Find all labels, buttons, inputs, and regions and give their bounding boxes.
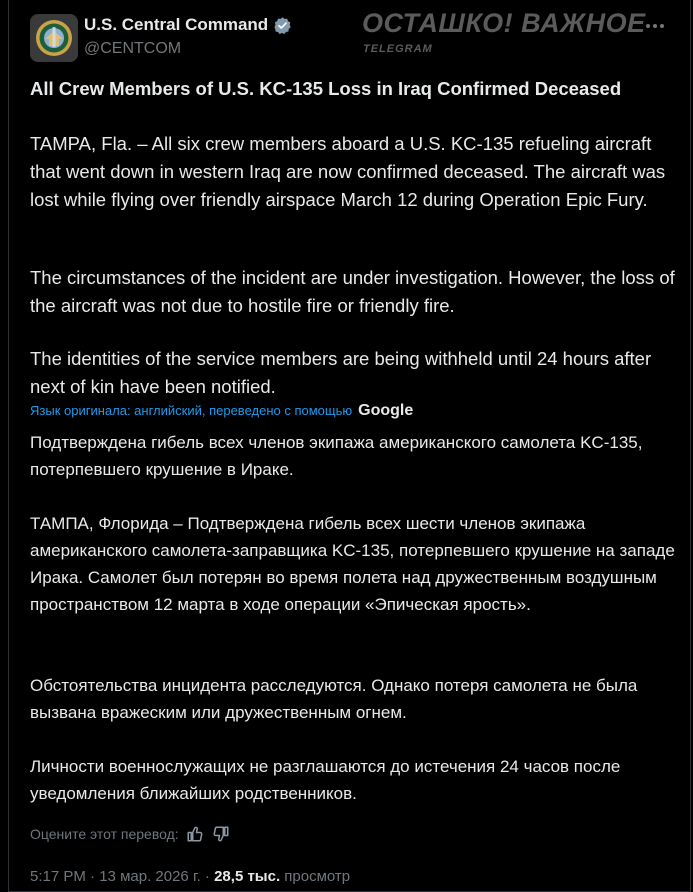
google-logo: Google [358, 402, 414, 419]
watermark-subtitle: TELEGRAM [363, 43, 433, 55]
post-time[interactable]: 5:17 PM [30, 868, 86, 885]
view-label: просмотр [284, 868, 351, 885]
thumbs-up-icon [186, 825, 204, 843]
more-options-button[interactable] [643, 14, 667, 38]
post-date[interactable]: 13 мар. 2026 г. [99, 868, 201, 885]
centcom-seal-icon [34, 18, 74, 58]
translated-paragraph: Личности военнослужащих не разглашаются до истечения 24 часов после уведомления ближайших родственников. [30, 757, 621, 803]
thumbs-down-icon [212, 825, 230, 843]
post-paragraph: The circumstances of the incident are under investigation. However, the loss of the aircraft was not due to hostile fire or friendly fire. [30, 267, 675, 316]
translated-paragraph: Обстоятельства инцидента расследуются. Однако потеря самолета не была вызвана вражеским или дружественным огнем. [30, 676, 638, 722]
thumbs-up-button[interactable] [185, 824, 205, 844]
thumbs-down-button[interactable] [211, 824, 231, 844]
more-dots-icon [645, 23, 665, 29]
author-name-text[interactable]: U.S. Central Command [84, 15, 269, 34]
post-paragraph: TAMPA, Fla. – All six crew members aboard a U.S. KC-135 refueling aircraft that went down in western Iraq are now confirmed deceased. The aircraft was lost while flying over friendly airspace March 12 during Operation Epic Fury. [30, 133, 666, 210]
view-count: 28,5 тыс. [214, 868, 281, 885]
translated-title: Подтверждена гибель всех членов экипажа американского самолета KC-135, потерпевшего крушение в Ираке. [30, 433, 643, 479]
post-paragraph: The identities of the service members are being withheld until 24 hours after next of kin have been notified. [30, 348, 652, 397]
rate-translation [30, 824, 231, 844]
verified-badge-icon[interactable] [273, 16, 292, 35]
author-name[interactable] [84, 15, 292, 35]
translation-notice[interactable] [30, 402, 413, 420]
author-handle[interactable]: @CENTCOM [84, 40, 182, 57]
avatar[interactable] [30, 14, 78, 62]
translation-notice-text[interactable]: Язык оригинала: английский, переведено с помощью [30, 403, 353, 418]
post-title: All Crew Members of U.S. KC-135 Loss in Iraq Confirmed Deceased [30, 78, 622, 99]
watermark-title: ОСТАШКО! ВАЖНОЕ [362, 8, 646, 38]
post-meta: 5:17 PM · 13 мар. 2026 г. · 28,5 тыс. просмотр [30, 868, 351, 885]
rate-translation-label: Оцените этот перевод: [30, 826, 179, 842]
translated-paragraph: ТАМПА, Флорида – Подтверждена гибель всех шести членов экипажа американского самолета-заправщика KC-135, потерпевшего крушение на западе Ирака. Самолет был потерян во время полета над дружественным воздушным пространством 12 марта в ходе операции «Эпическая ярость». [30, 514, 675, 614]
